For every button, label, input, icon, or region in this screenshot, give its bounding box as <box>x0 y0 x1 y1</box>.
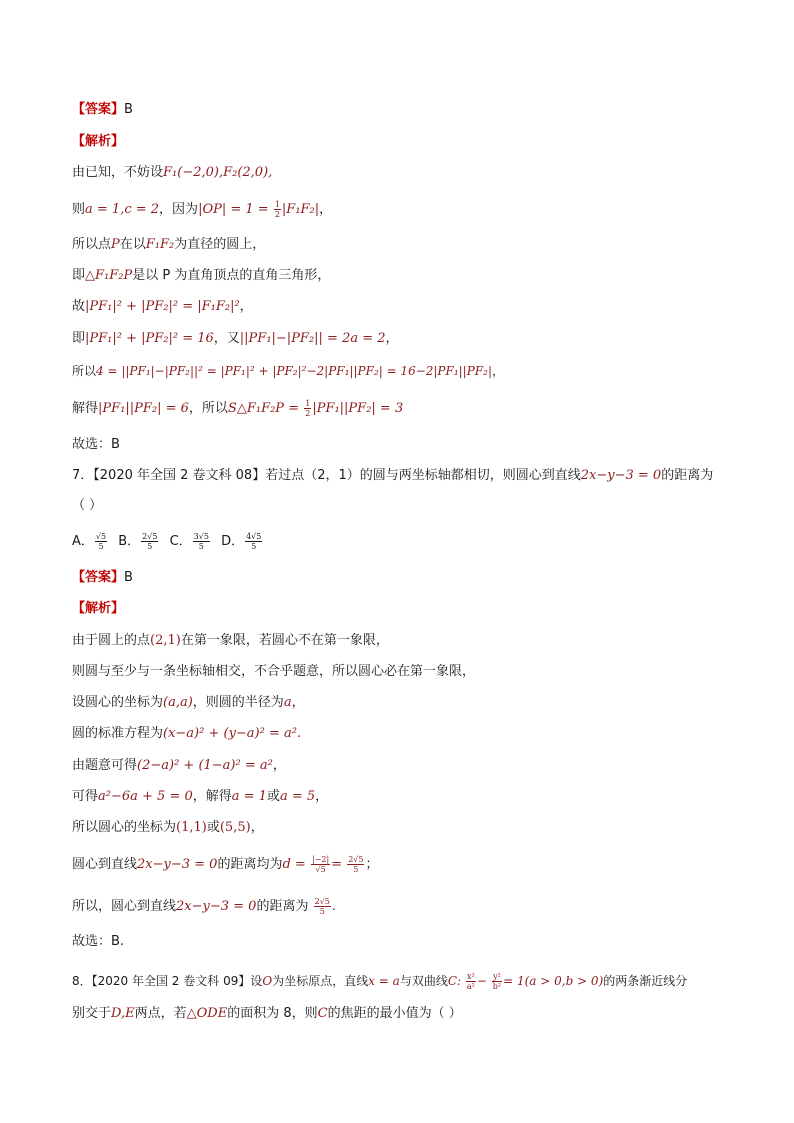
analysis-heading: 【解析】 <box>72 601 125 616</box>
fraction: $\frac{4√5}{5}$ <box>246 532 262 551</box>
solution-line: 由于圆上的点(2,1)在第一象限，若圆心不在第一象限， <box>72 633 389 648</box>
answer-choice-line: 故选：B <box>72 437 120 452</box>
answer-heading: 【答案】B <box>72 570 133 585</box>
answer-choice-line: 故选：B. <box>72 934 125 949</box>
question-7-stem: 7．【2020 年全国 2 卷文科 08】若过点（2，1）的圆与两坐标轴都相切，则圆心到直线2x−y−3 = 0的距离为 <box>72 468 714 483</box>
fraction: $\frac{1}{2}$ <box>274 200 280 219</box>
solution-line: 圆的标准方程为(x−a)² + (y−a)² = a². <box>72 726 302 741</box>
fraction: $\frac{3√5}{5}$ <box>193 532 209 551</box>
solution-line: 所以，圆心到直线2x−y−3 = 0的距离为 $\frac{2√5}{5}$ . <box>72 897 337 916</box>
fraction: $\frac{√5}{5}$ <box>95 532 107 551</box>
answer-heading: 【答案】B <box>72 102 133 117</box>
solution-line: 则圆与至少与一条坐标轴相交，不合乎题意，所以圆心必在第一象限， <box>72 664 476 679</box>
fraction: $\frac{|-2|}{√5}$ <box>311 855 330 874</box>
solution-line: 圆心到直线2x−y−3 = 0的距离均为d = $\frac{|-2|}{√5}$ = $\frac{2√5}{5}$ ； <box>72 855 379 874</box>
solution-line: 由已知，不妨设F₁(−2,0),F₂(2,0), <box>72 165 273 180</box>
solution-line: 由题意可得(2−a)² + (1−a)² = a²， <box>72 758 286 773</box>
fraction: $\frac{\text{y²}}{\text{b²}}$ <box>492 972 502 991</box>
fraction: $\frac{\text{x²}}{\text{a²}}$ <box>466 972 475 991</box>
fraction: $\frac{2√5}{5}$ <box>314 897 330 916</box>
question-8-stem-line2: 别交于D,E两点，若△ODE的面积为 8，则C的焦距的最小值为（ ） <box>72 1006 462 1021</box>
question-7-options <box>72 532 269 551</box>
solution-line: 设圆心的坐标为(a,a)，则圆的半径为a， <box>72 695 305 710</box>
fraction: $\frac{2√5}{5}$ <box>348 855 364 874</box>
solution-line: 所以4 = ||PF₁|−|PF₂||² = |PF₁|² + |PF₂|²−2|PF₁||PF₂| = 16−2|PF₁||PF₂|， <box>72 364 504 378</box>
fraction: $\frac{2√5}{5}$ <box>142 532 158 551</box>
option-b[interactable]: B． $\frac{2√5}{5}$ <box>118 532 158 551</box>
option-d[interactable]: D． $\frac{4√5}{5}$ <box>221 532 262 551</box>
solution-line: 故|PF₁|² + |PF₂|² = |F₁F₂|²， <box>72 299 253 314</box>
fraction: $\frac{1}{2}$ <box>305 399 311 418</box>
option-c[interactable]: C． $\frac{3√5}{5}$ <box>169 532 209 551</box>
solution-line: 可得a²−6a + 5 = 0，解得a = 1或a = 5， <box>72 789 329 804</box>
solution-line: 即△F₁F₂P是以 P 为直角顶点的直角三角形， <box>72 268 331 283</box>
solution-line: 则a = 1,c = 2，因为|OP| = 1 = $\frac{1}{2}$ |F₁F₂|， <box>72 200 333 219</box>
solution-line: 所以圆心的坐标为(1,1)或(5,5)， <box>72 820 264 835</box>
question-8-stem: 8．【2020 年全国 2 卷文科 09】设O为坐标原点，直线x = a与双曲线C: $\frac{\text{x²}}{\text{a²}}$ − $\frac{\text{y²}}{\text{b²}}$ = 1(a > 0,b > 0)的两条渐近线分 <box>72 972 688 991</box>
question-7-paren: （ ） <box>72 498 103 513</box>
solution-line: 所以点P在以F₁F₂为直径的圆上， <box>72 237 266 252</box>
option-a[interactable]: A． $\frac{√5}{5}$ <box>72 532 107 551</box>
solution-line: 解得|PF₁||PF₂| = 6，所以S△F₁F₂P = $\frac{1}{2}$ |PF₁||PF₂| = 3 <box>72 399 404 418</box>
solution-line: 即|PF₁|² + |PF₂|² = 16，又||PF₁|−|PF₂|| = 2a = 2， <box>72 331 399 346</box>
analysis-heading: 【解析】 <box>72 134 125 149</box>
